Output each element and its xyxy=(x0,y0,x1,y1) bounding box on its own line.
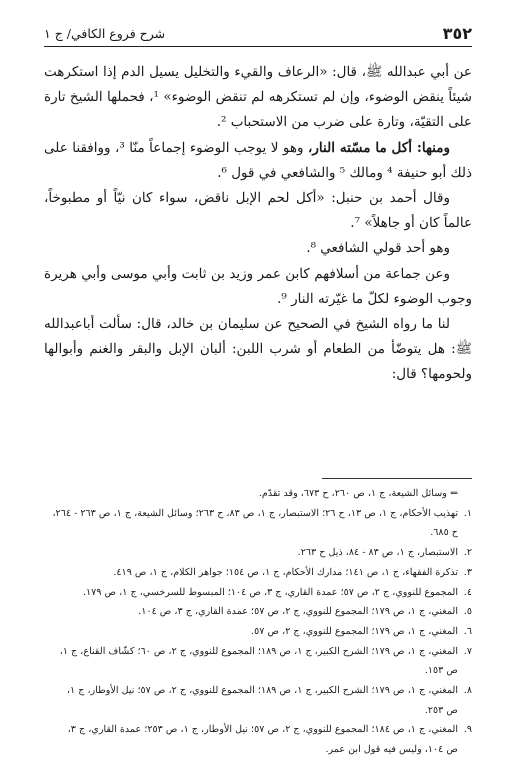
footnote-2-text: الاستبصار، ج ١، ص ٨٣ - ٨٤، ذيل ح ٢٦٣. xyxy=(297,547,458,559)
footnote-4 xyxy=(44,583,472,603)
paragraph-6: لنا ما رواه الشيخ في الصحيح عن سليمان بن خالد، قال: سألت أباعبدالله ﷺ: هل يتوضّأ من الطعام أو شرب اللبن: ألبان الإبل والبقر والغنم وأبوالها ولحومها؟ قال: xyxy=(44,316,472,383)
paragraph-1: عن أبي عبدالله ﷺ، قال: «الرعاف والقيء والتخليل يسيل الدم إذا استكرهت شيئاً ينقض الوضوء، وإن لم تستكرهه لم تنقض الوضوء» ¹، فحملها الشيخ تارة على التقيّة، وتارة على ضرب من الاستحباب ². xyxy=(44,64,472,131)
footnote-continuation: ⇐ وسائل الشيعة، ج ١، ص ٢٦٠، ح ٦٧٣، وقد تقدّم. xyxy=(258,488,458,499)
footnote-separator xyxy=(322,478,472,479)
footnote-9-line-2: ص ١٠٤، وليس فيه قول ابن عمر. xyxy=(325,744,458,756)
footnote-8-line-2: ص ٢٥٣. xyxy=(424,704,458,716)
footnote-6-number: ٦. xyxy=(463,625,472,637)
footnote-3-number: ٣. xyxy=(463,566,472,578)
footnote-1-line-2: ح ٦٨٥. xyxy=(430,527,458,539)
running-title: شرح فروع الكافي/ ج ١ xyxy=(44,26,166,41)
paragraph-2-text: وهو لا يوجب الوضوء إجماعاً منّا ³، ووافقنا على ذلك أبو حنيفة ⁴ ومالك ⁵ والشافعي في قول ⁶. xyxy=(44,139,472,181)
footnote-3-text: تذكرة الفقهاء، ج ١، ص ١٤١؛ مدارك الأحكام، ج ١، ص ١٥٤؛ جواهر الكلام، ج ١، ص ٤١٩. xyxy=(113,566,458,578)
footnote-8-number: ٨. xyxy=(463,685,472,697)
footnotes xyxy=(44,484,472,760)
footnote-8-text: المغني، ج ١، ص ١٧٩؛ الشرح الكبير، ج ١، ص ١٨٩؛ المجموع للنووي، ج ٢، ص ٥٧؛ نيل الأوطار، ج ١، xyxy=(66,685,458,697)
paragraph-5: وعن جماعة من أسلافهم كابن عمر وزيد بن ثابت وأبي موسى وأبي هريرة وجوب الوضوء لكلّ ما غيّرته النار ⁹. xyxy=(44,265,472,307)
footnote-7 xyxy=(44,642,472,662)
footnote-9-text: المغني، ج ١، ص ١٨٤؛ المجموع للنووي، ج ٢، ص ٥٧؛ نيل الأوطار، ج ١، ص ٢٥٣؛ عمدة القاري، ج ٣، xyxy=(67,724,458,736)
footnote-7-text: المغني، ج ١، ص ١٧٩؛ الشرح الكبير، ج ١، ص ١٨٩؛ المجموع للنووي، ج ٢، ص ٦٠؛ كشّاف القناع، ج ١، xyxy=(59,645,458,657)
footnote-7-line-2: ص ١٥٣. xyxy=(424,665,458,677)
footnote-4-number: ٤. xyxy=(463,586,472,598)
footnote-5-text: المغني، ج ١، ص ١٧٩؛ المجموع للنووي، ج ٢، ص ٥٧؛ عمدة القاري، ج ٣، ص ١٠٤. xyxy=(138,606,458,618)
footnote-5-number: ٥. xyxy=(463,606,472,618)
page-header xyxy=(44,22,472,47)
footnote-3 xyxy=(44,563,472,583)
footnote-1-text: تهذيب الأحكام، ج ١، ص ١٣، ح ٢٦؛ الاستبصار، ج ١، ص ٨٣، ح ٢٦٣؛ وسائل الشيعة، ج ١، ص ٢٦٣ - ٢٦٤، xyxy=(52,507,458,519)
paragraph-3: وقال أحمد بن حنبل: «أكل لحم الإبل ناقض، سواء كان نيّاً أو مطبوخاً، عالماً كان أو جاهلاً» ⁷. xyxy=(44,190,472,232)
footnote-2-number: ٢. xyxy=(463,547,472,559)
paragraph-2 xyxy=(44,136,472,186)
paragraph-4: وهو أحد قولي الشافعي ⁸. xyxy=(306,240,450,257)
footnote-9-number: ٩. xyxy=(463,724,472,736)
footnote-6-text: المغني، ج ١، ص ١٧٩؛ المجموع للنووي، ج ٢، ص ٥٧. xyxy=(251,625,458,637)
footnote-8 xyxy=(44,681,472,701)
footnote-6 xyxy=(44,622,472,642)
footnote-1 xyxy=(44,504,472,524)
footnote-9 xyxy=(44,720,472,740)
paragraph-2-heading: ومنها: أكل ما مسّته النار، xyxy=(308,139,450,156)
footnote-5 xyxy=(44,602,472,622)
footnote-4-text: المجموع للنووي، ج ٢، ص ٥٧؛ عمدة القاري، ج ٣، ص ١٠٤؛ المبسوط للسرخسي، ج ١، ص ١٧٩. xyxy=(82,586,458,598)
page-number: ٣٥٢ xyxy=(442,24,472,43)
main-text xyxy=(44,60,472,388)
footnote-7-number: ٧. xyxy=(463,645,472,657)
footnote-1-number: ١. xyxy=(463,507,472,519)
footnote-2 xyxy=(44,543,472,563)
